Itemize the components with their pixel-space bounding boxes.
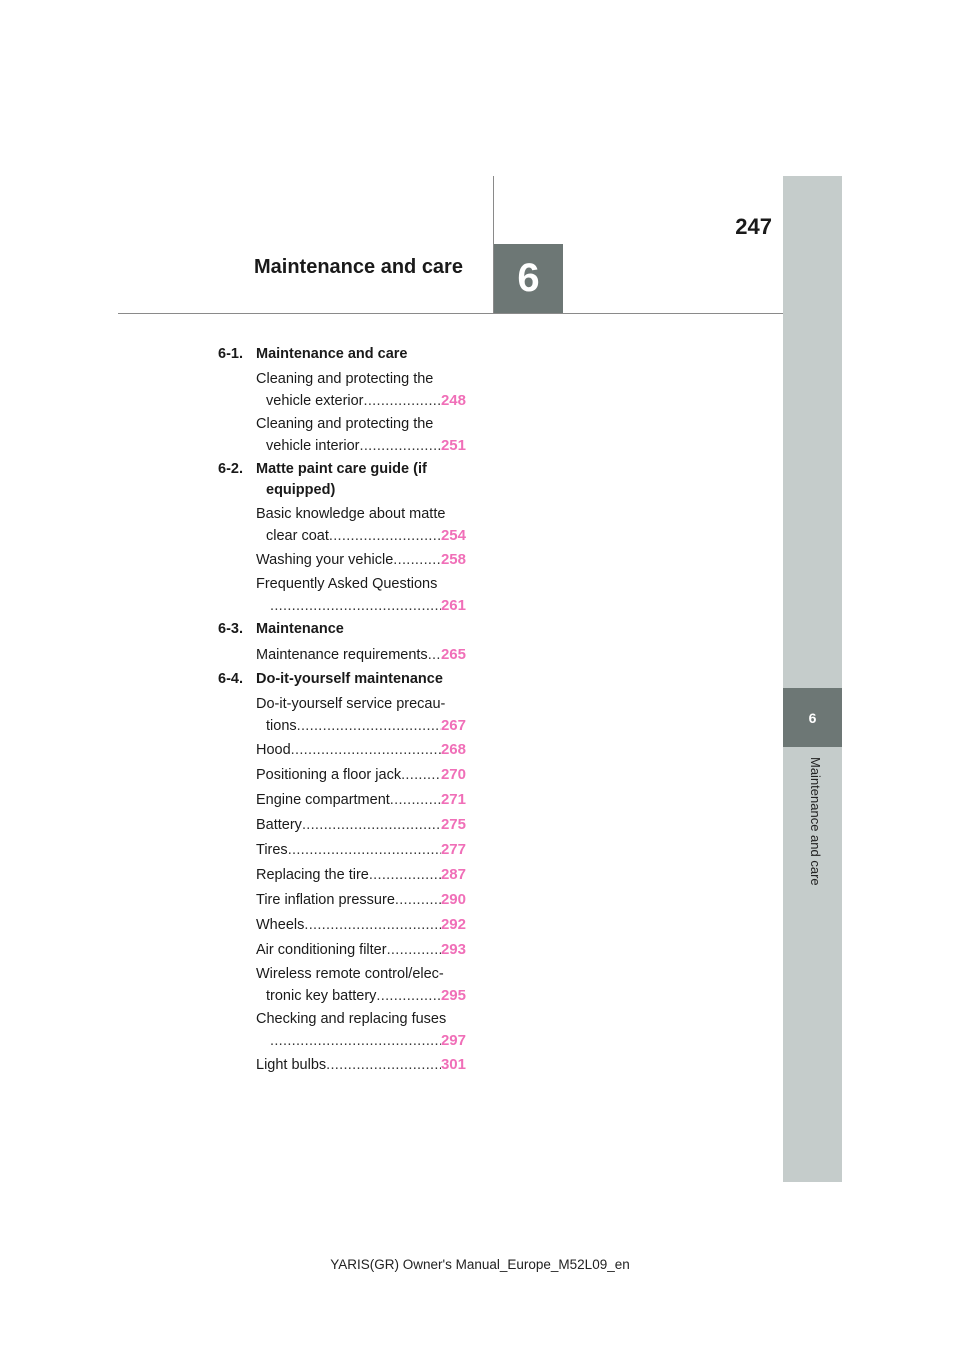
toc-entry-cleaning-interior[interactable] [256,414,466,459]
entry-title: Do-it-yourself service precau- [256,696,446,712]
toc-entry-replacing-tire[interactable] [256,864,466,889]
page-link[interactable]: 251 [440,437,466,454]
entry-title: Battery [256,817,302,833]
page-link[interactable]: 267 [440,717,466,734]
page-link[interactable]: 268 [440,741,466,758]
page-link[interactable]: 277 [440,841,466,858]
page-link[interactable]: 254 [440,527,466,544]
page-link[interactable]: 270 [440,766,466,783]
side-chapter-tab[interactable]: 6 [783,688,842,747]
entry-title: Air conditioning filter [256,942,387,958]
entry-title: Replacing the tire [256,867,369,883]
manual-footer: YARIS(GR) Owner's Manual_Europe_M52L09_en [330,1257,630,1272]
toc-entry-fuses[interactable] [256,1009,466,1054]
toc-entry-wheels[interactable] [256,914,466,939]
chapter-number-box: 6 [494,244,563,313]
page-link[interactable]: 265 [440,646,466,663]
entry-title-continued: vehicle exterior [266,393,364,409]
page-link[interactable]: 292 [440,916,466,933]
page-link[interactable]: 290 [440,891,466,908]
toc-section-6-4[interactable] [214,669,474,694]
toc-entry-key-battery[interactable] [256,964,466,1009]
page-number: 247 [735,214,772,239]
section-number: 6-3. [218,621,243,637]
entry-title: Washing your vehicle [256,552,394,568]
entry-title-continued: tions [266,718,297,734]
page-link[interactable]: 271 [440,791,466,808]
entry-title: Tire inflation pressure [256,892,395,908]
entry-title: Light bulbs [256,1057,327,1073]
toc-section-6-3[interactable] [214,619,474,644]
section-number: 6-4. [218,671,243,687]
toc-section-6-2[interactable] [214,459,474,504]
page-link[interactable]: 295 [440,987,466,1004]
section-title: Matte paint care guide (if equipped) [256,461,427,498]
side-chapter-label: Maintenance and care [808,757,823,886]
entry-title: Frequently Asked Questions [256,576,438,592]
entry-title: Basic knowledge about matte [256,506,446,522]
side-thumb-strip [783,176,842,1182]
toc-entry-diy-precautions[interactable] [256,694,466,739]
entry-title: Wireless remote control/elec- [256,966,444,982]
section-number: 6-2. [218,461,243,477]
toc-entry-ac-filter[interactable] [256,939,466,964]
page-link[interactable]: 287 [440,866,466,883]
page-link[interactable]: 258 [440,551,466,568]
entry-title-continued: vehicle interior [266,438,360,454]
entry-title: Maintenance requirements [256,647,428,663]
toc-entry-faq[interactable] [256,574,466,619]
page-link[interactable]: 301 [440,1056,466,1073]
entry-title: Tires [256,842,288,858]
toc-entry-maintenance-requirements[interactable] [256,644,466,669]
entry-title: Hood [256,742,291,758]
toc-entry-hood[interactable] [256,739,466,764]
entry-title: Engine compartment [256,792,390,808]
section-title: Do-it-yourself maintenance [256,671,443,687]
page-link[interactable]: 293 [440,941,466,958]
page-link[interactable]: 261 [440,597,466,614]
chapter-title: Maintenance and care [254,256,463,278]
toc-entry-tire-pressure[interactable] [256,889,466,914]
toc-entry-tires[interactable] [256,839,466,864]
page-link[interactable]: 275 [440,816,466,833]
entry-title: Checking and replacing fuses [256,1011,447,1027]
toc-entry-cleaning-exterior[interactable] [256,369,466,414]
toc-section-6-1[interactable] [214,344,474,369]
entry-title: Wheels [256,917,305,933]
toc-entry-washing-vehicle[interactable] [256,549,466,574]
entry-title: Positioning a floor jack [256,767,402,783]
toc-entry-engine-compartment[interactable] [256,789,466,814]
section-number: 6-1. [218,346,243,362]
entry-title-continued: clear coat [266,528,329,544]
page-link[interactable]: 248 [440,392,466,409]
header-divider-horizontal [118,313,783,314]
page-link[interactable]: 297 [440,1032,466,1049]
section-title: Maintenance and care [256,346,408,362]
section-title: Maintenance [256,621,344,637]
entry-title: Cleaning and protecting the [256,371,434,387]
entry-title: Cleaning and protecting the [256,416,434,432]
table-of-contents [214,344,474,1079]
toc-entry-light-bulbs[interactable] [256,1054,466,1079]
toc-entry-battery[interactable] [256,814,466,839]
toc-entry-matte-clear-coat[interactable] [256,504,466,549]
toc-entry-floor-jack[interactable] [256,764,466,789]
entry-title-continued: tronic key battery [266,988,377,1004]
